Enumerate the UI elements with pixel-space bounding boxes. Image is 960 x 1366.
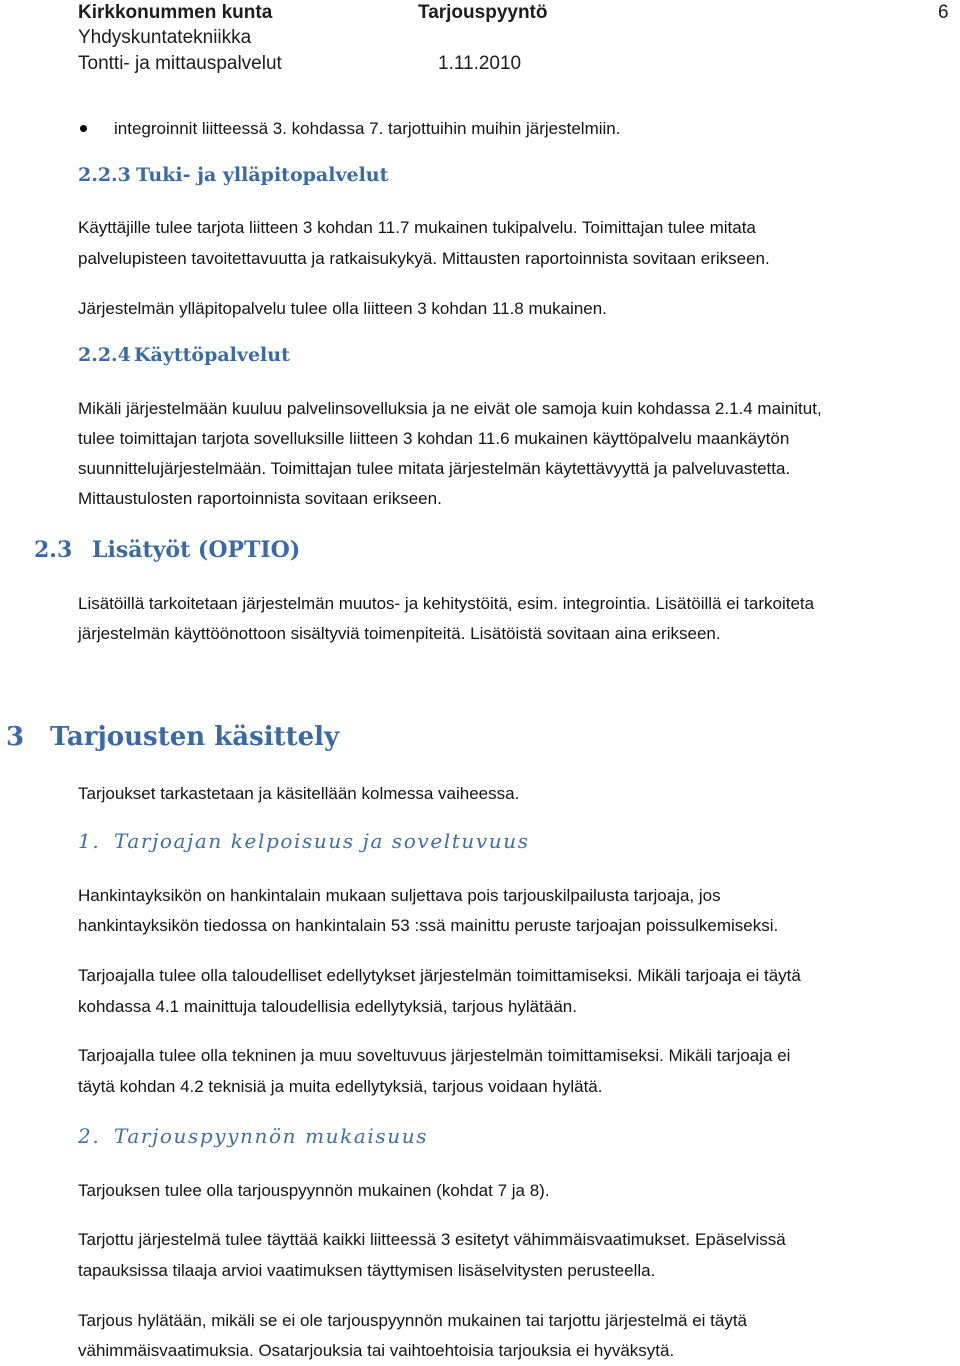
step-1-number: 1. [78,829,101,853]
header-unit: Tontti- ja mittauspalvelut [78,53,282,74]
paragraph-line: palvelupisteen tavoitettavuutta ja ratkaisukykyä. Mittausten raportoinnista sovitaan erikseen. [78,249,770,268]
header-dept: Yhdyskuntatekniikka [78,27,252,48]
paragraph-line: Tarjous hylätään, mikäli se ei ole tarjouspyynnön mukainen tai tarjottu järjestelmä ei täytä [78,1311,748,1330]
section-3-number: 3 [6,722,25,752]
paragraph-line: Lisätöillä tarkoitetaan järjestelmän muutos- ja kehitystöitä, esim. integrointia. Lisätöillä ei tarkoiteta [78,594,815,613]
section-2-3-number: 2.3 [34,537,73,563]
paragraph-line: hankintayksikön tiedossa on hankintalain 53 :ssä mainittu peruste tarjoajan poissulkemiseksi. [78,916,779,935]
section-2-2-3-number: 2.2.3 [78,164,131,186]
paragraph-line: Käyttäjille tulee tarjota liitteen 3 kohdan 11.7 mukainen tukipalvelu. Toimittajan tulee mitata [78,218,756,237]
section-2-3-title: Lisätyöt (OPTIO) [92,537,301,563]
paragraph-line: tapauksissa tilaaja arvioi vaatimuksen täyttymisen lisäselvitysten perusteella. [78,1261,656,1280]
paragraph-line: vähimmäisvaatimuksia. Osatarjouksia tai vaihtoehtoisia tarjouksia ei hyväksytä. [78,1341,675,1360]
paragraph-line: Tarjoajalla tulee olla taloudelliset edellytykset järjestelmän toimittamiseksi. Mikäli tarjoaja ei täytä [78,966,801,985]
paragraph-line: Tarjouksen tulee olla tarjouspyynnön mukainen (kohdat 7 ja 8). [78,1181,550,1200]
paragraph-line: Tarjoajalla tulee olla tekninen ja muu soveltuvuus järjestelmän toimittamiseksi. Mikäli tarjoaja ei [78,1046,791,1065]
paragraph-line: Tarjottu järjestelmä tulee täyttää kaikki liitteessä 3 esitetyt vähimmäisvaatimukset. Epäselvissä [78,1230,786,1249]
paragraph-line: Hankintayksikön on hankintalain mukaan suljettava pois tarjouskilpailusta tarjoaja, jos [78,886,721,905]
section-3-title: Tarjousten käsittely [50,722,340,752]
paragraph-line: Mittaustulosten raportoinnista sovitaan erikseen. [78,489,442,508]
bullet-text: integroinnit liitteessä 3. kohdassa 7. tarjottuihin muihin järjestelmiin. [114,119,621,138]
paragraph-line: Tarjoukset tarkastetaan ja käsitellään kolmessa vaiheessa. [78,784,520,803]
section-2-2-4-title: Käyttöpalvelut [134,344,290,366]
paragraph-line: suunnittelujärjestelmään. Toimittajan tulee mitata järjestelmän käytettävyyttä ja palveluvastetta. [78,459,791,478]
section-2-2-4-number: 2.2.4 [78,344,131,366]
paragraph-line: Mikäli järjestelmään kuuluu palvelinsovelluksia ja ne eivät ole samoja kuin kohdassa 2.1.4 mainitut, [78,399,822,418]
header-org: Kirkkonummen kunta [78,2,273,23]
header-doc-type: Tarjouspyyntö [418,2,548,23]
section-2-2-3-title: Tuki- ja ylläpitopalvelut [136,164,389,186]
step-2-title: Tarjouspyynnön mukaisuus [114,1124,429,1148]
paragraph-line: tulee toimittajan tarjota sovelluksille liitteen 3 kohdan 11.6 mukainen käyttöpalvelu maankäytön [78,429,790,448]
paragraph-line: Järjestelmän ylläpitopalvelu tulee olla liitteen 3 kohdan 11.8 mukainen. [78,299,607,318]
step-1-title: Tarjoajan kelpoisuus ja soveltuvuus [114,829,530,853]
bullet-icon [80,125,87,132]
paragraph-line: järjestelmän käyttöönottoon sisältyviä toimenpiteitä. Lisätöistä sovitaan aina erikseen. [78,624,721,643]
header-page-number: 6 [938,2,949,23]
step-2-number: 2. [78,1124,101,1148]
paragraph-line: kohdassa 4.1 mainittuja taloudellisia edellytyksiä, tarjous hylätään. [78,997,577,1016]
header-date: 1.11.2010 [438,53,522,74]
paragraph-line: täytä kohdan 4.2 teknisiä ja muita edellytyksiä, tarjous voidaan hylätä. [78,1077,603,1096]
